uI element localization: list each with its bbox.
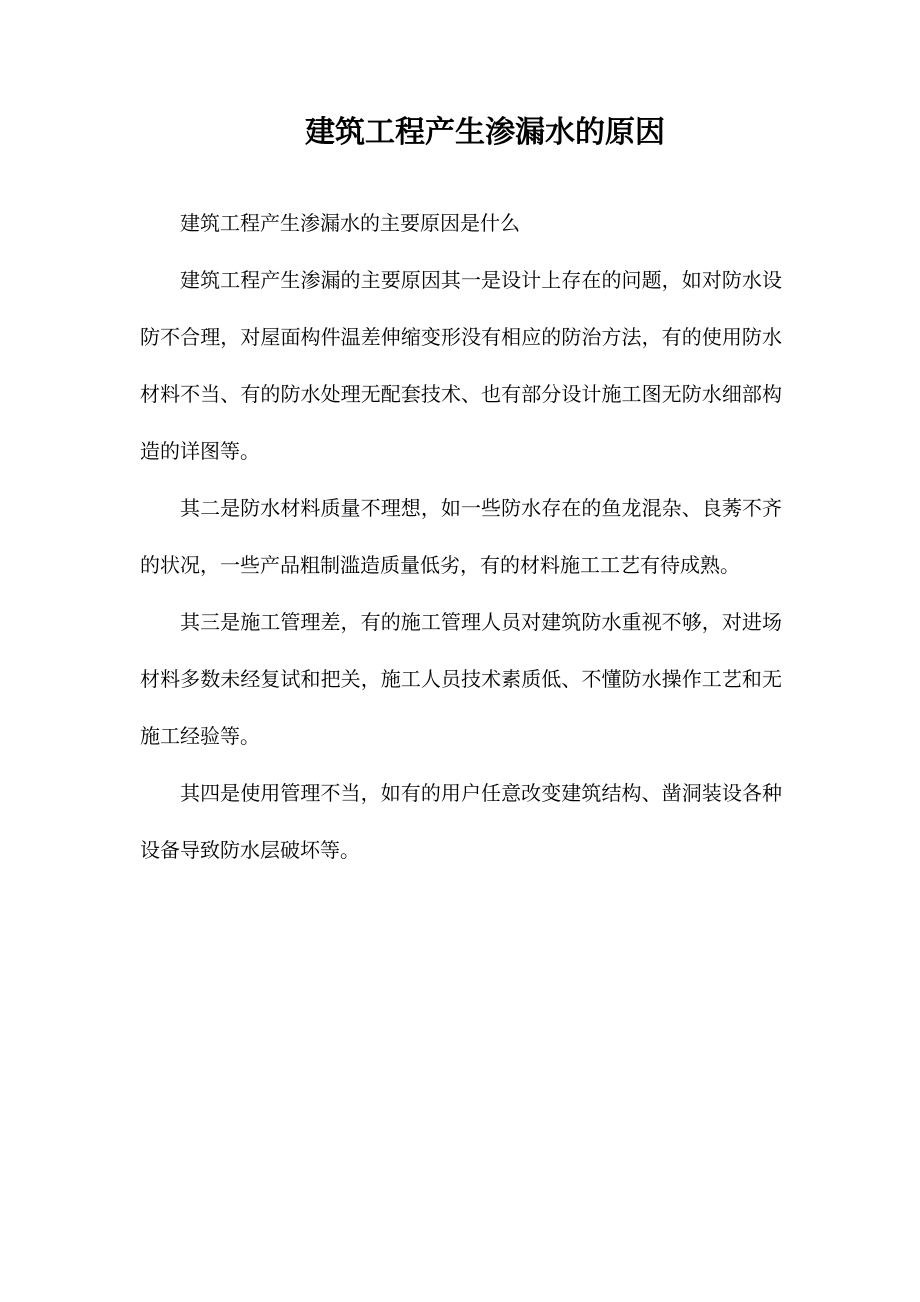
paragraph-reason-1: 建筑工程产生渗漏的主要原因其一是设计上存在的问题，如对防水设防不合理，对屋面构件温差伸缩变形没有相应的防治方法，有的使用防水材料不当、有的防水处理无配套技术、也有部分设计施工图无防水细部构造的详图等。 (140, 268, 782, 463)
paragraph-reason-4: 其四是使用管理不当，如有的用户任意改变建筑结构、凿洞装设各种设备导致防水层破坏等。 (140, 781, 782, 862)
paragraph-reason-2: 其二是防水材料质量不理想，如一些防水存在的鱼龙混杂、良莠不齐的状况，一些产品粗制滥造质量低劣，有的材料施工工艺有待成熟。 (140, 496, 782, 577)
document-title: 建筑工程产生渗漏水的原因 (305, 115, 665, 150)
paragraph-reason-3: 其三是施工管理差，有的施工管理人员对建筑防水重视不够，对进场材料多数未经复试和把关，施工人员技术素质低、不懂防水操作工艺和无施工经验等。 (140, 610, 782, 748)
document-body (140, 195, 782, 879)
paragraph-question: 建筑工程产生渗漏水的主要原因是什么 (180, 211, 520, 235)
